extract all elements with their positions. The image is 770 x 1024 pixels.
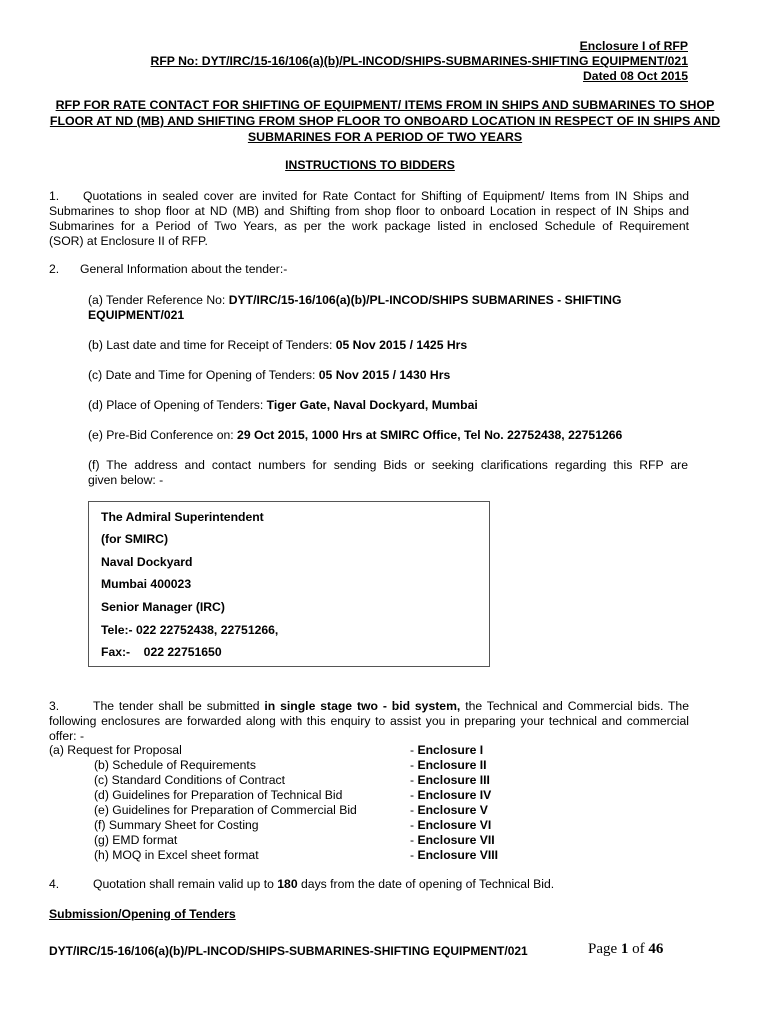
paragraph-number: 3. [49, 699, 60, 713]
pre-bid-conference [88, 428, 622, 442]
title-line: RFP FOR RATE CONTACT FOR SHIFTING OF EQUIPMENT/ ITEMS FROM IN SHIPS AND SUBMARINES TO SHOP [55, 98, 715, 112]
paragraph-4 [93, 877, 554, 891]
paragraph-line: following enclosures are forwarded along with this enquiry to assist you in preparing your technical and commercial [49, 714, 689, 728]
enclosure-ref [410, 788, 491, 803]
paragraph-2-number: 2. [49, 262, 60, 276]
paragraph-number: 1. [49, 189, 60, 203]
paragraph-3 [49, 699, 689, 744]
paragraph-4-number: 4. [49, 877, 60, 891]
item-value: 05 Nov 2015 / 1425 Hrs [335, 338, 468, 352]
paragraph-text: the Technical and Commercial bids. The [460, 699, 689, 713]
paragraph-line: Submarines to shop floor at ND (MB) and Shifting from shop floor to onboard Location in respect of IN Ships and [49, 204, 689, 218]
rfp-number: RFP No: DYT/IRC/15-16/106(a)(b)/PL-INCOD/SHIPS-SUBMARINES-SHIFTING EQUIPMENT/021 [150, 54, 688, 68]
paragraph-line: (f) The address and contact numbers for sending Bids or seeking clarifications regarding this RFP are [88, 458, 688, 472]
item-label: (c) Date and Time for Opening of Tenders: [88, 368, 316, 382]
fax-line: Fax:- 022 22751650 [101, 645, 222, 659]
validity-days: 180 [277, 877, 298, 891]
dash: - [410, 773, 418, 787]
paragraph-line: Submarines for a Period of Two Years, as per the work package listed in enclosed Schedule of Requirement [49, 219, 689, 233]
paragraph-1 [49, 189, 689, 249]
document-title [18, 97, 752, 145]
dash: - [410, 743, 418, 757]
paragraph-text: The tender shall be submitted [93, 699, 265, 713]
dash: - [410, 803, 418, 817]
address-line: Senior Manager (IRC) [101, 600, 225, 614]
item-value: Tiger Gate, Naval Dockyard, Mumbai [266, 398, 478, 412]
of-word: of [628, 941, 649, 957]
enclosure-label: (c) Standard Conditions of Contract [94, 773, 286, 787]
total-pages: 46 [648, 941, 664, 957]
enclosure-label: (h) MOQ in Excel sheet format [94, 848, 259, 862]
item-label: (e) Pre-Bid Conference on: [88, 428, 234, 442]
enclosure-label: (d) Guidelines for Preparation of Technical Bid [94, 788, 343, 802]
paragraph-2-text: General Information about the tender:- [80, 262, 288, 276]
address-line: (for SMIRC) [101, 532, 169, 546]
dash: - [410, 788, 418, 802]
bid-system: in single stage two - bid system, [264, 699, 461, 713]
enclosure-number: Enclosure I [417, 743, 484, 757]
enclosure-number: Enclosure VI [417, 818, 492, 832]
item-label: (a) Tender Reference No: [88, 293, 226, 307]
opening-place [88, 398, 478, 412]
section-heading: INSTRUCTIONS TO BIDDERS [285, 158, 455, 172]
paragraph-line: (SOR) at Enclosure II of RFP. [49, 234, 208, 248]
dash: - [410, 758, 418, 772]
address-line: Naval Dockyard [101, 555, 193, 569]
rfp-date: Dated 08 Oct 2015 [582, 69, 688, 83]
paragraph-line [49, 189, 689, 204]
paragraph-text: Quotation shall remain valid up to [93, 877, 278, 891]
paragraph-text: Quotations in sealed cover are invited for Rate Contact for Shifting of Equipment/ Items from IN Ships and [83, 189, 689, 203]
enclosure-number: Enclosure III [417, 773, 490, 787]
enclosure-number: Enclosure V [417, 803, 488, 817]
enclosure-number: Enclosure VII [417, 833, 495, 847]
tender-reference-value-cont: EQUIPMENT/021 [88, 308, 185, 322]
title-line: FLOOR AT ND (MB) AND SHIFTING FROM SHOP FLOOR TO ONBOARD LOCATION IN RESPECT OF IN SHIPS AND [49, 114, 721, 128]
paragraph-line: offer: - [49, 729, 84, 743]
enclosure-label: (f) Summary Sheet for Costing [94, 818, 259, 832]
dash: - [410, 848, 418, 862]
enclosure-number: Enclosure VIII [417, 848, 499, 862]
enclosure-ref [410, 833, 495, 848]
submission-heading: Submission/Opening of Tenders [49, 907, 236, 921]
enclosure-label: (a) Request for Proposal [49, 743, 182, 757]
item-label: (d) Place of Opening of Tenders: [88, 398, 264, 412]
enclosure-number: Enclosure II [417, 758, 487, 772]
enclosure-ref [410, 758, 487, 773]
address-line: The Admiral Superintendent [101, 510, 264, 524]
paragraph-text: days from the date of opening of Technical Bid. [297, 877, 555, 891]
address-line: Mumbai 400023 [101, 577, 192, 591]
paragraph-line: given below: - [88, 473, 164, 487]
enclosure-label: Enclosure I of RFP [579, 39, 688, 53]
enclosure-label: (b) Schedule of Requirements [94, 758, 256, 772]
tender-reference [88, 293, 688, 323]
page-number [588, 941, 663, 958]
dash: - [410, 833, 418, 847]
page-word: Page [588, 941, 621, 957]
item-value: 05 Nov 2015 / 1430 Hrs [318, 368, 451, 382]
enclosure-ref [410, 743, 483, 758]
enclosure-ref [410, 848, 498, 863]
dash: - [410, 818, 418, 832]
footer-reference: DYT/IRC/15-16/106(a)(b)/PL-INCOD/SHIPS-SUBMARINES-SHIFTING EQUIPMENT/021 [49, 944, 528, 958]
address-box [88, 501, 490, 667]
enclosure-ref [410, 803, 488, 818]
item-label: (b) Last date and time for Receipt of Tenders: [88, 338, 333, 352]
enclosure-ref [410, 773, 490, 788]
enclosure-number: Enclosure IV [417, 788, 492, 802]
contact-intro [88, 458, 688, 488]
phone-line: Tele:- 022 22752438, 22751266, [101, 623, 279, 637]
enclosure-label: (g) EMD format [94, 833, 178, 847]
item-value: 29 Oct 2015, 1000 Hrs at SMIRC Office, Tel No. 22752438, 22751266 [237, 428, 623, 442]
title-line: SUBMARINES FOR A PERIOD OF TWO YEARS [247, 130, 523, 144]
last-date-receipt [88, 338, 467, 352]
current-page: 1 [620, 941, 629, 957]
enclosure-ref [410, 818, 491, 833]
enclosure-label: (e) Guidelines for Preparation of Commercial Bid [94, 803, 357, 817]
opening-date [88, 368, 450, 382]
paragraph-line [49, 699, 689, 714]
tender-reference-value: DYT/IRC/15-16/106(a)(b)/PL-INCOD/SHIPS SUBMARINES - SHIFTING [228, 293, 622, 307]
